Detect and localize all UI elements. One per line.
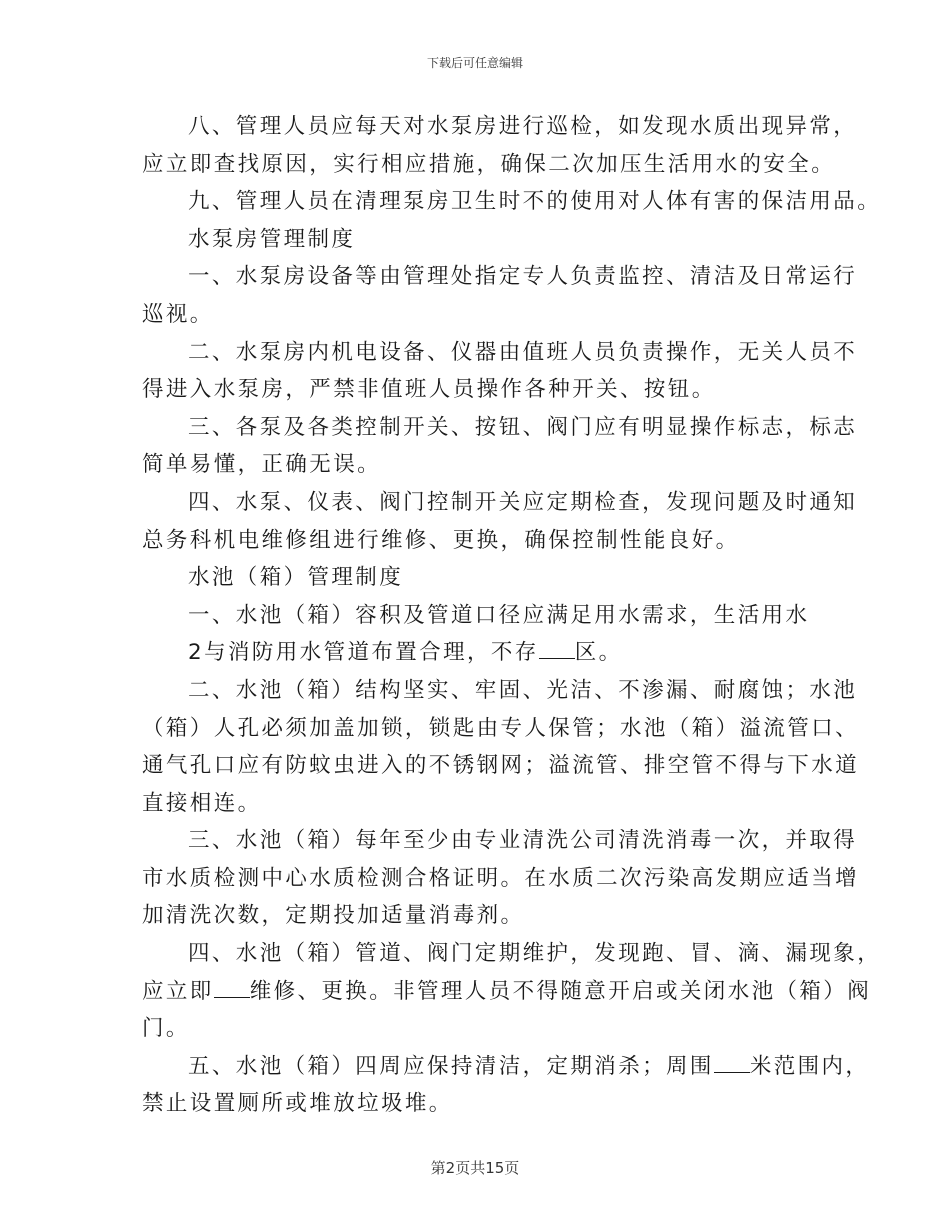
paragraph-line: 巡视。 bbox=[142, 301, 214, 327]
paragraph-line: 通气孔口应有防蚊虫进入的不锈钢网；溢流管、排空管不得与下水道 bbox=[142, 753, 860, 779]
paragraph-line: 四、水泵、仪表、阀门控制开关应定期检查，发现问题及时通知 bbox=[188, 489, 858, 515]
text-segment: 米范围内， bbox=[749, 1053, 870, 1079]
document-body bbox=[142, 108, 882, 1123]
text-segment: 应立即 bbox=[142, 978, 214, 1004]
paragraph-line: 得进入水泵房，严禁非值班人员操作各种开关、按钮。 bbox=[142, 377, 716, 403]
paragraph-line: 总务科机电维修组进行维修、更换，确保控制性能良好。 bbox=[142, 527, 740, 553]
page-header: 下载后可任意编辑 bbox=[426, 56, 523, 70]
fill-blank bbox=[714, 1054, 750, 1073]
text-segment: 五、水池（箱）四周应保持清洁，定期消杀；周围 bbox=[188, 1053, 714, 1079]
paragraph-line: 三、水池（箱）每年至少由专业清洗公司清洗消毒一次，并取得 bbox=[188, 828, 858, 854]
page-footer: 第2页共15页 bbox=[430, 1159, 520, 1177]
paragraph-line: 二、水池（箱）结构坚实、牢固、光洁、不渗漏、耐腐蚀；水池 bbox=[188, 677, 858, 703]
section-heading: 水泵房管理制度 bbox=[188, 226, 356, 252]
paragraph-line bbox=[142, 1048, 870, 1086]
paragraph-line: 简单易懂，正确无误。 bbox=[142, 452, 382, 478]
text-segment: 区。 bbox=[574, 640, 623, 666]
paragraph-line: 八、管理人员应每天对水泵房进行巡检，如发现水质出现异常， bbox=[188, 114, 858, 139]
paragraph-line: 一、水泵房设备等由管理处指定专人负责监控、清洁及日常运行 bbox=[188, 264, 858, 290]
paragraph-line: 门。 bbox=[142, 1016, 190, 1042]
paragraph-line: 四、水池（箱）管道、阀门定期维护，发现跑、冒、滴、漏现象， bbox=[188, 941, 882, 967]
paragraph-line: （箱）人孔必须加盖加锁，锁匙由专人保管；水池（箱）溢流管口、 bbox=[142, 715, 860, 741]
paragraph-line: 九、管理人员在清理泵房卫生时不的使用对人体有害的保洁用品。 bbox=[188, 189, 882, 215]
text-segment: 维修、更换。非管理人员不得随意开启或关闭水池（箱）阀 bbox=[249, 978, 872, 1004]
paragraph-line bbox=[142, 973, 872, 1011]
paragraph-line: 三、各泵及各类控制开关、按钮、阀门应有明显操作标志，标志 bbox=[188, 414, 858, 440]
fill-blank bbox=[214, 979, 250, 998]
paragraph-line: 二、水泵房内机电设备、仪器由值班人员负责操作，无关人员不 bbox=[188, 339, 858, 365]
paragraph-line: 加清洗次数，定期投加适量消毒剂。 bbox=[142, 903, 525, 929]
paragraph-line bbox=[142, 634, 822, 672]
fill-blank bbox=[539, 640, 575, 659]
paragraph-line: 一、水池（箱）容积及管道口径应满足用水需求，生活用水 bbox=[188, 602, 810, 628]
paragraph-line: 禁止设置厕所或堆放垃圾堆。 bbox=[142, 1091, 453, 1117]
section-heading: 水池（箱）管理制度 bbox=[188, 565, 404, 591]
paragraph-line: 应立即查找原因，实行相应措施，确保二次加压生活用水的安全。 bbox=[142, 151, 836, 177]
paragraph-line: 市水质检测中心水质检测合格证明。在水质二次污染高发期应适当增 bbox=[142, 865, 860, 891]
paragraph-line: 直接相连。 bbox=[142, 790, 262, 816]
text-segment: 2与消防用水管道布置合理，不存 bbox=[188, 640, 539, 666]
